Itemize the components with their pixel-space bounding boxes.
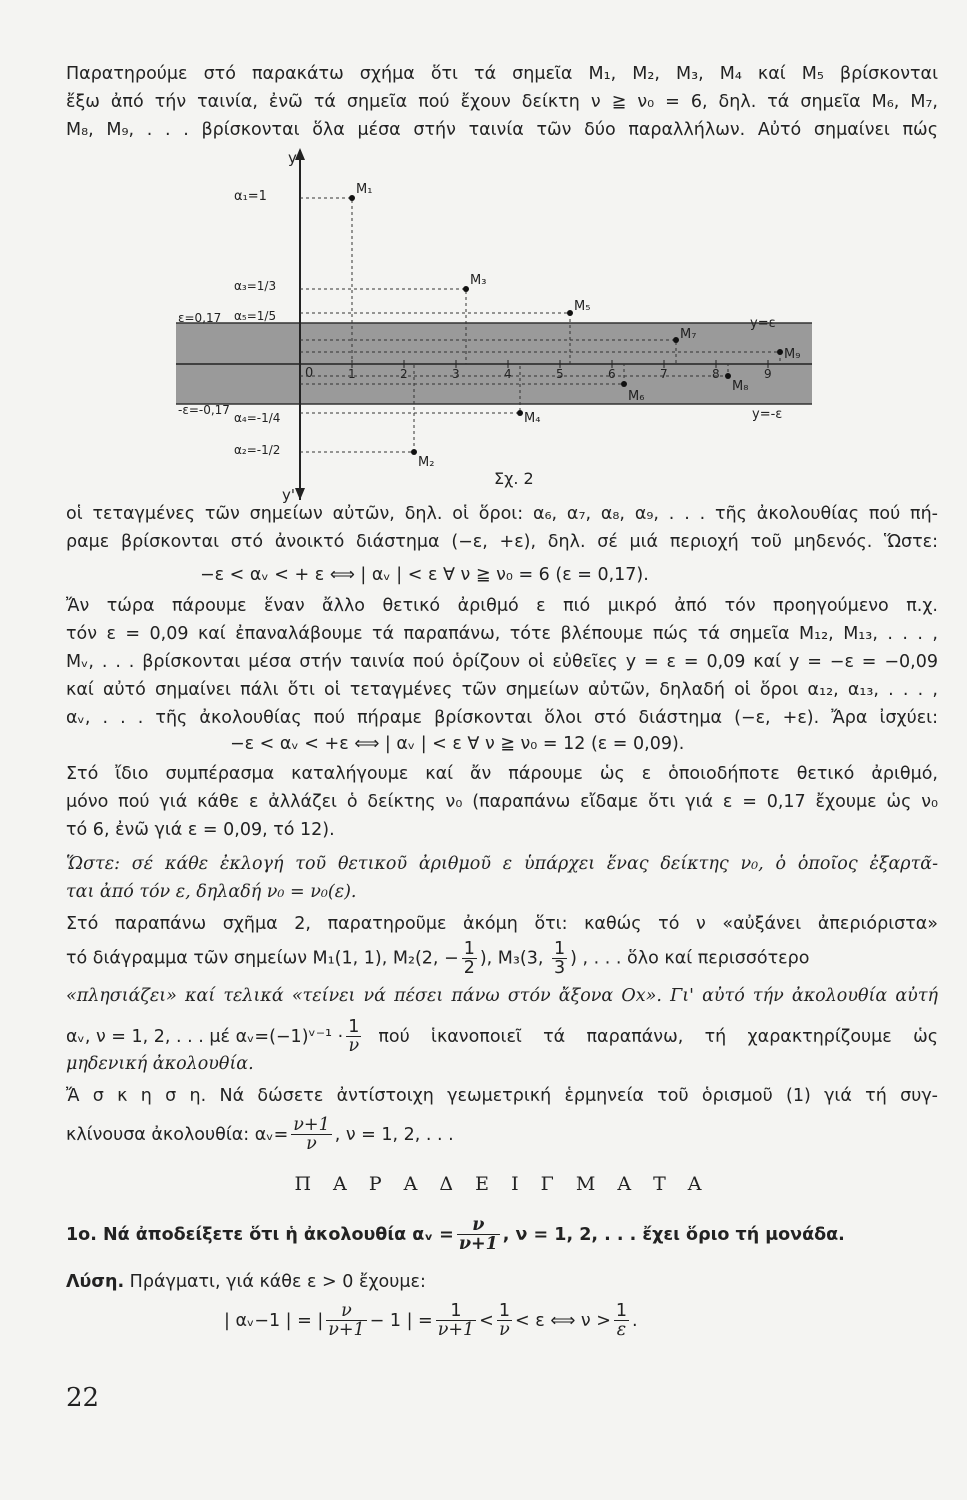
fraction (291, 1116, 331, 1153)
fraction (462, 940, 477, 977)
denominator: 2 (463, 958, 475, 978)
numerator: 1 (463, 939, 475, 959)
text-line: οἱ τεταγμένες τῶν σημείων αὐτῶν, δηλ. οἱ ὅροι: α₆, α₇, α₈, α₉, . . . τῆς ἀκολουθίας πού πή- (66, 504, 938, 524)
x-tick-label: 9 (764, 367, 772, 381)
equation-2: −ε < αᵥ < +ε ⟺ | αᵥ | < ε ∀ ν ≧ ν₀ = 12 (ε = 0,09). (230, 734, 685, 754)
denominator: 3 (554, 958, 566, 978)
text-segment: , ν = 1, 2, . . . (334, 1124, 454, 1145)
x-tick-label: 2 (400, 367, 408, 381)
point-label: M₇ (680, 327, 697, 342)
x-tick-label: 1 (348, 367, 356, 381)
numerator: 1 (498, 1301, 510, 1321)
y-axis-label-bottom: y' (282, 486, 296, 504)
line-neg-label: y=-ε (752, 407, 783, 422)
text-line: M₈, M₉, . . . βρίσκονται ὅλα μέσα στήν ταινία τῶν δύο παραλλήλων. Αὐτό σημαίνει πώς (66, 120, 938, 140)
solution-line (66, 1270, 938, 1294)
solution-label: Λύση. (66, 1272, 125, 1292)
text-line: καί αὐτό σημαίνει πάλι ὅτι οἱ τεταγμένες τῶν σημείων αὐτῶν, δηλαδή οἱ ὅροι α₁₂, α₁₃, . . . , (66, 680, 938, 700)
denominator: ν (348, 1036, 360, 1056)
text-segment: ) , . . . ὅλο καί περισσότερο (570, 948, 810, 969)
text-line-italic: «πλησιάζει» καί τελικά «τείνει νά πέσει πάνω στόν ἄξονα Ox». Γι' αὐτό τήν ἀκολουθία αὐτή (66, 986, 938, 1006)
page-number: 22 (66, 1383, 100, 1413)
exercise-line: Ἄ σ κ η σ η. Νά δώσετε ἀντίστοιχη γεωμετρική ἑρμηνεία τοῦ ὁρισμοῦ (1) γιά τή συγ- (66, 1086, 938, 1106)
eps-neg-label: -ε=-0,17 (178, 403, 230, 417)
text-segment: < ε ⟺ ν > (514, 1310, 611, 1331)
fraction (457, 1216, 500, 1253)
denominator: ν+1 (437, 1320, 475, 1340)
numerator: 1 (554, 939, 566, 959)
point-m7 (673, 337, 679, 343)
text-segment: τό διάγραμμα τῶν σημείων M₁(1, 1), M₂(2, − (66, 948, 459, 969)
numerator: ν+1 (293, 1115, 330, 1135)
fraction (552, 940, 567, 977)
denominator: ν+1 (328, 1320, 365, 1340)
text-segment: < (479, 1310, 494, 1331)
y-axis-label: y (288, 149, 297, 167)
point-label: M₃ (470, 273, 487, 288)
x-tick-label: 8 (712, 367, 720, 381)
denominator: ν (499, 1320, 510, 1340)
equation-1: −ε < αᵥ < + ε ⟺ | αᵥ | < ε ∀ ν ≧ ν₀ = 6 (ε = 0,17). (200, 565, 649, 585)
text-line-italic: μηδενική ἀκολουθία. (66, 1054, 254, 1074)
point-m1 (349, 195, 355, 201)
fraction (497, 1302, 512, 1339)
point-m6 (621, 381, 627, 387)
denominator: ν+1 (458, 1234, 498, 1254)
point-m2 (411, 449, 417, 455)
fraction (326, 1302, 366, 1339)
text-line: τόν ε = 0,09 καί ἐπαναλάβουμε τά παραπάνω, τότε βλέπουμε πώς τά σημεῖα M₁₂, M₁₃, . . . , (66, 624, 938, 644)
point-label: M₄ (524, 411, 541, 426)
point-m3 (463, 286, 469, 292)
figure-sequence-strip (0, 0, 967, 520)
exercise-line (66, 1116, 938, 1153)
a4-label: α₄=-1/4 (234, 411, 281, 425)
a5-label: α₅=1/5 (234, 309, 277, 323)
line-pos-label: y=ε (750, 316, 776, 331)
text-line-italic: Ὥστε: σέ κάθε ἐκλογή τοῦ θετικοῦ ἀριθμοῦ ε ὑπάρχει ἕνας δείκτης ν₀, ὁ ὁποῖος ἐξαρτᾶ- (66, 854, 938, 874)
a2-label: α₂=-1/2 (234, 443, 281, 457)
point-m9 (777, 349, 783, 355)
text-segment: | αᵥ−1 | = | (224, 1310, 324, 1331)
denominator: ε (616, 1320, 627, 1340)
final-inequality (224, 1302, 638, 1339)
fraction (346, 1018, 361, 1055)
text-segment: − 1 | = (369, 1310, 433, 1331)
point-label: M₈ (732, 379, 749, 394)
text-line-fractions (66, 1018, 938, 1055)
text-line: Στό ἴδιο συμπέρασμα καταλήγουμε καί ἄν πάρουμε ὡς ε ὁποιοδήποτε θετικό ἀριθμό, (66, 764, 938, 784)
text-segment: Πράγματι, γιά κάθε ε > 0 ἔχουμε: (124, 1272, 426, 1292)
text-segment: πού ἱκανοποιεῖ τά παραπάνω, τή χαρακτηρίζουμε ὡς (378, 1026, 938, 1047)
point-m8 (725, 373, 731, 379)
numerator: 1 (615, 1301, 628, 1321)
text-segment: κλίνουσα ἀκολουθία: αᵥ= (66, 1124, 289, 1145)
text-line: μόνο πού γιά κάθε ε ἀλλάζει ὁ δείκτης ν₀ (παραπάνω εἴδαμε ὅτι γιά ε = 0,17 ἔχουμε ὡς ν₀ (66, 792, 938, 812)
x-tick-label: 4 (504, 367, 512, 381)
fraction (436, 1302, 476, 1339)
text-line: Στό παραπάνω σχῆμα 2, παρατηροῦμε ἀκόμη ὅτι: καθώς τό ν «αὐξάνει ἀπεριόριστα» (66, 914, 938, 934)
point-m5 (567, 310, 573, 316)
figure-caption: Σχ. 2 (494, 469, 534, 488)
x-tick-label: 6 (608, 367, 616, 381)
numerator: ν (457, 1216, 500, 1235)
text-line: τό 6, ἐνῶ γιά ε = 0,09, τό 12). (66, 820, 335, 840)
text-line: ραμε βρίσκονται στό ἀνοικτό διάστημα (−ε, +ε), δηλ. σέ μιά περιοχή τοῦ μηδενός. Ὥστε: (66, 532, 938, 552)
text-line: ἔξω ἀπό τήν ταινία, ἐνῶ τά σημεῖα πού ἔχουν δείκτη ν ≧ ν₀ = 6, δηλ. τά σημεῖα M₆, M₇, (66, 92, 938, 112)
x-tick-label: 5 (556, 367, 564, 381)
numerator: ν (326, 1302, 366, 1321)
numerator: 1 (436, 1302, 476, 1321)
text-line: Παρατηρούμε στό παρακάτω σχήμα ὅτι τά σημεῖα M₁, M₂, M₃, M₄ καί M₅ βρίσκονται (66, 64, 938, 84)
text-line: Mᵥ, . . . βρίσκονται μέσα στήν ταινία πού ὁρίζουν οἱ εὐθεῖες y = ε = 0,09 καί y = −ε = −0,09 (66, 652, 938, 672)
text-line: Ἄν τώρα πάρουμε ἕναν ἄλλο θετικό ἀριθμό ε πιό μικρό ἀπό τόν προηγούμενο π.χ. (66, 596, 938, 616)
point-label: M₆ (628, 389, 645, 404)
numerator: 1 (348, 1017, 360, 1037)
text-line: αᵥ, . . . τῆς ἀκολουθίας πού πήραμε βρίσκονται ὅλοι στό διάστημα (−ε, +ε). Ἄρα ἰσχύει: (66, 708, 938, 728)
example-line (66, 1216, 938, 1253)
point-label: M₉ (784, 347, 801, 362)
text-segment: αᵥ, ν = 1, 2, . . . μέ αᵥ=(−1)ᵛ⁻¹ · (66, 1026, 344, 1047)
text-segment: . (632, 1310, 638, 1331)
origin-label: 0 (305, 366, 314, 381)
point-label: M₁ (356, 182, 373, 197)
x-tick-label: 7 (660, 367, 668, 381)
point-label: M₂ (418, 455, 435, 470)
eps-pos-label: ε=0,17 (178, 311, 222, 325)
a1-label: α₁=1 (234, 189, 267, 204)
text-line-fractions (66, 940, 938, 977)
section-heading: Π Α Ρ Α Δ Ε Ι Γ Μ Α Τ Α (294, 1173, 710, 1195)
text-segment: ), M₃(3, (479, 948, 550, 969)
denominator: ν (306, 1134, 317, 1154)
a3-label: α₃=1/3 (234, 279, 277, 293)
point-m4 (517, 410, 523, 416)
fraction (614, 1302, 629, 1339)
x-tick-label: 3 (452, 367, 460, 381)
point-label: M₅ (574, 299, 591, 314)
text-segment: 1ο. Νά ἀποδείξετε ὅτι ἡ ἀκολουθία αᵥ = (66, 1224, 454, 1245)
text-segment: , ν = 1, 2, . . . ἔχει ὅριο τή μονάδα. (502, 1224, 845, 1245)
text-line-italic: ται ἀπό τόν ε, δηλαδή ν₀ = ν₀(ε). (66, 882, 357, 902)
